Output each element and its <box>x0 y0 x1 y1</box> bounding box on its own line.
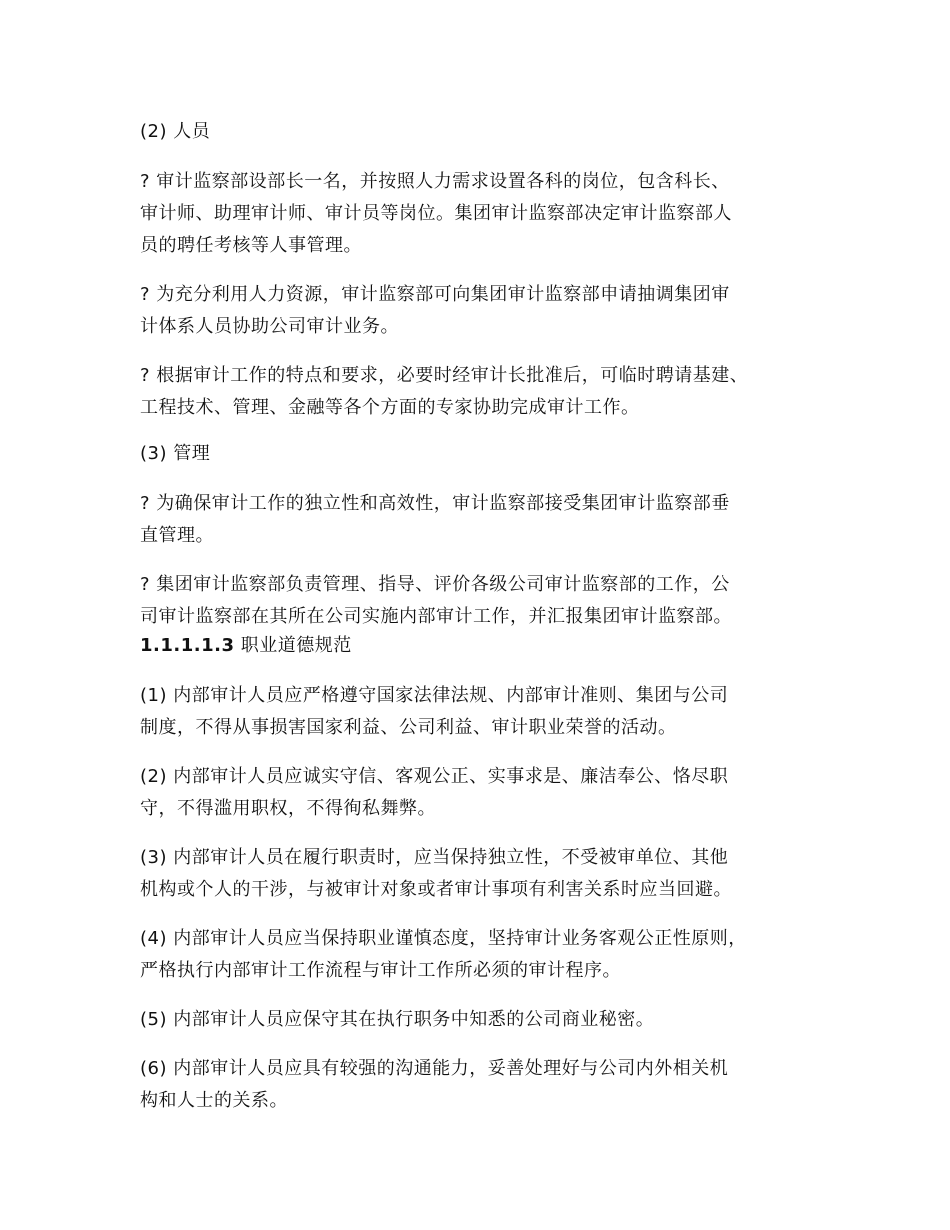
subheading-personnel: (2) 人员 <box>140 121 211 142</box>
paragraph-line: ? 审计监察部设部长一名，并按照人力需求设置各科的岗位，包含科长、 <box>140 171 730 192</box>
paragraph-line: (5) 内部审计人员应保守其在执行职务中知悉的公司商业秘密。 <box>140 1009 655 1030</box>
paragraph-line: ? 根据审计工作的特点和要求，必要时经审计长批准后，可临时聘请基建、 <box>140 365 749 386</box>
paragraph-line: (2) 内部审计人员应诚实守信、客观公正、实事求是、廉洁奉公、恪尽职 <box>140 766 729 787</box>
paragraph-line: 司审计监察部在其所在公司实施内部审计工作，并汇报集团审计监察部。 <box>140 606 732 627</box>
paragraph-line: (3) 内部审计人员在履行职责时，应当保持独立性，不受被审单位、其他 <box>140 847 729 868</box>
paragraph-line: 审计师、助理审计师、审计员等岗位。集团审计监察部决定审计监察部人 <box>140 203 732 224</box>
paragraph-line: 机构或个人的干涉，与被审计对象或者审计事项有利害关系时应当回避。 <box>140 879 732 900</box>
paragraph-line: 计体系人员协助公司审计业务。 <box>140 316 399 337</box>
paragraph-line: 制度，不得从事损害国家利益、公司利益、审计职业荣誉的活动。 <box>140 717 677 738</box>
paragraph-line: 工程技术、管理、金融等各个方面的专家协助完成审计工作。 <box>140 397 640 418</box>
subheading-management: (3) 管理 <box>140 443 211 464</box>
paragraph-line: 守，不得滥用职权，不得徇私舞弊。 <box>140 798 436 819</box>
paragraph-line: (4) 内部审计人员应当保持职业谨慎态度，坚持审计业务客观公正性原则， <box>140 928 747 949</box>
paragraph-line: ? 集团审计监察部负责管理、指导、评价各级公司审计监察部的工作，公 <box>140 574 730 595</box>
paragraph-line: 员的聘任考核等人事管理。 <box>140 235 362 256</box>
paragraph-line: (1) 内部审计人员应严格遵守国家法律法规、内部审计准则、集团与公司 <box>140 685 729 706</box>
paragraph-line: (6) 内部审计人员应具有较强的沟通能力，妥善处理好与公司内外相关机 <box>140 1058 729 1079</box>
paragraph-line: ? 为充分利用人力资源，审计监察部可向集团审计监察部申请抽调集团审 <box>140 284 730 305</box>
section-number: 1.1.1.1.3 <box>140 635 235 656</box>
paragraph-line: 构和人士的关系。 <box>140 1090 288 1111</box>
paragraph-line: 直管理。 <box>140 525 214 546</box>
paragraph-line: ? 为确保审计工作的独立性和高效性，审计监察部接受集团审计监察部垂 <box>140 493 730 514</box>
section-title: 职业道德规范 <box>240 635 352 656</box>
section-heading <box>140 634 840 658</box>
paragraph-line: 严格执行内部审计工作流程与审计工作所必须的审计程序。 <box>140 960 621 981</box>
